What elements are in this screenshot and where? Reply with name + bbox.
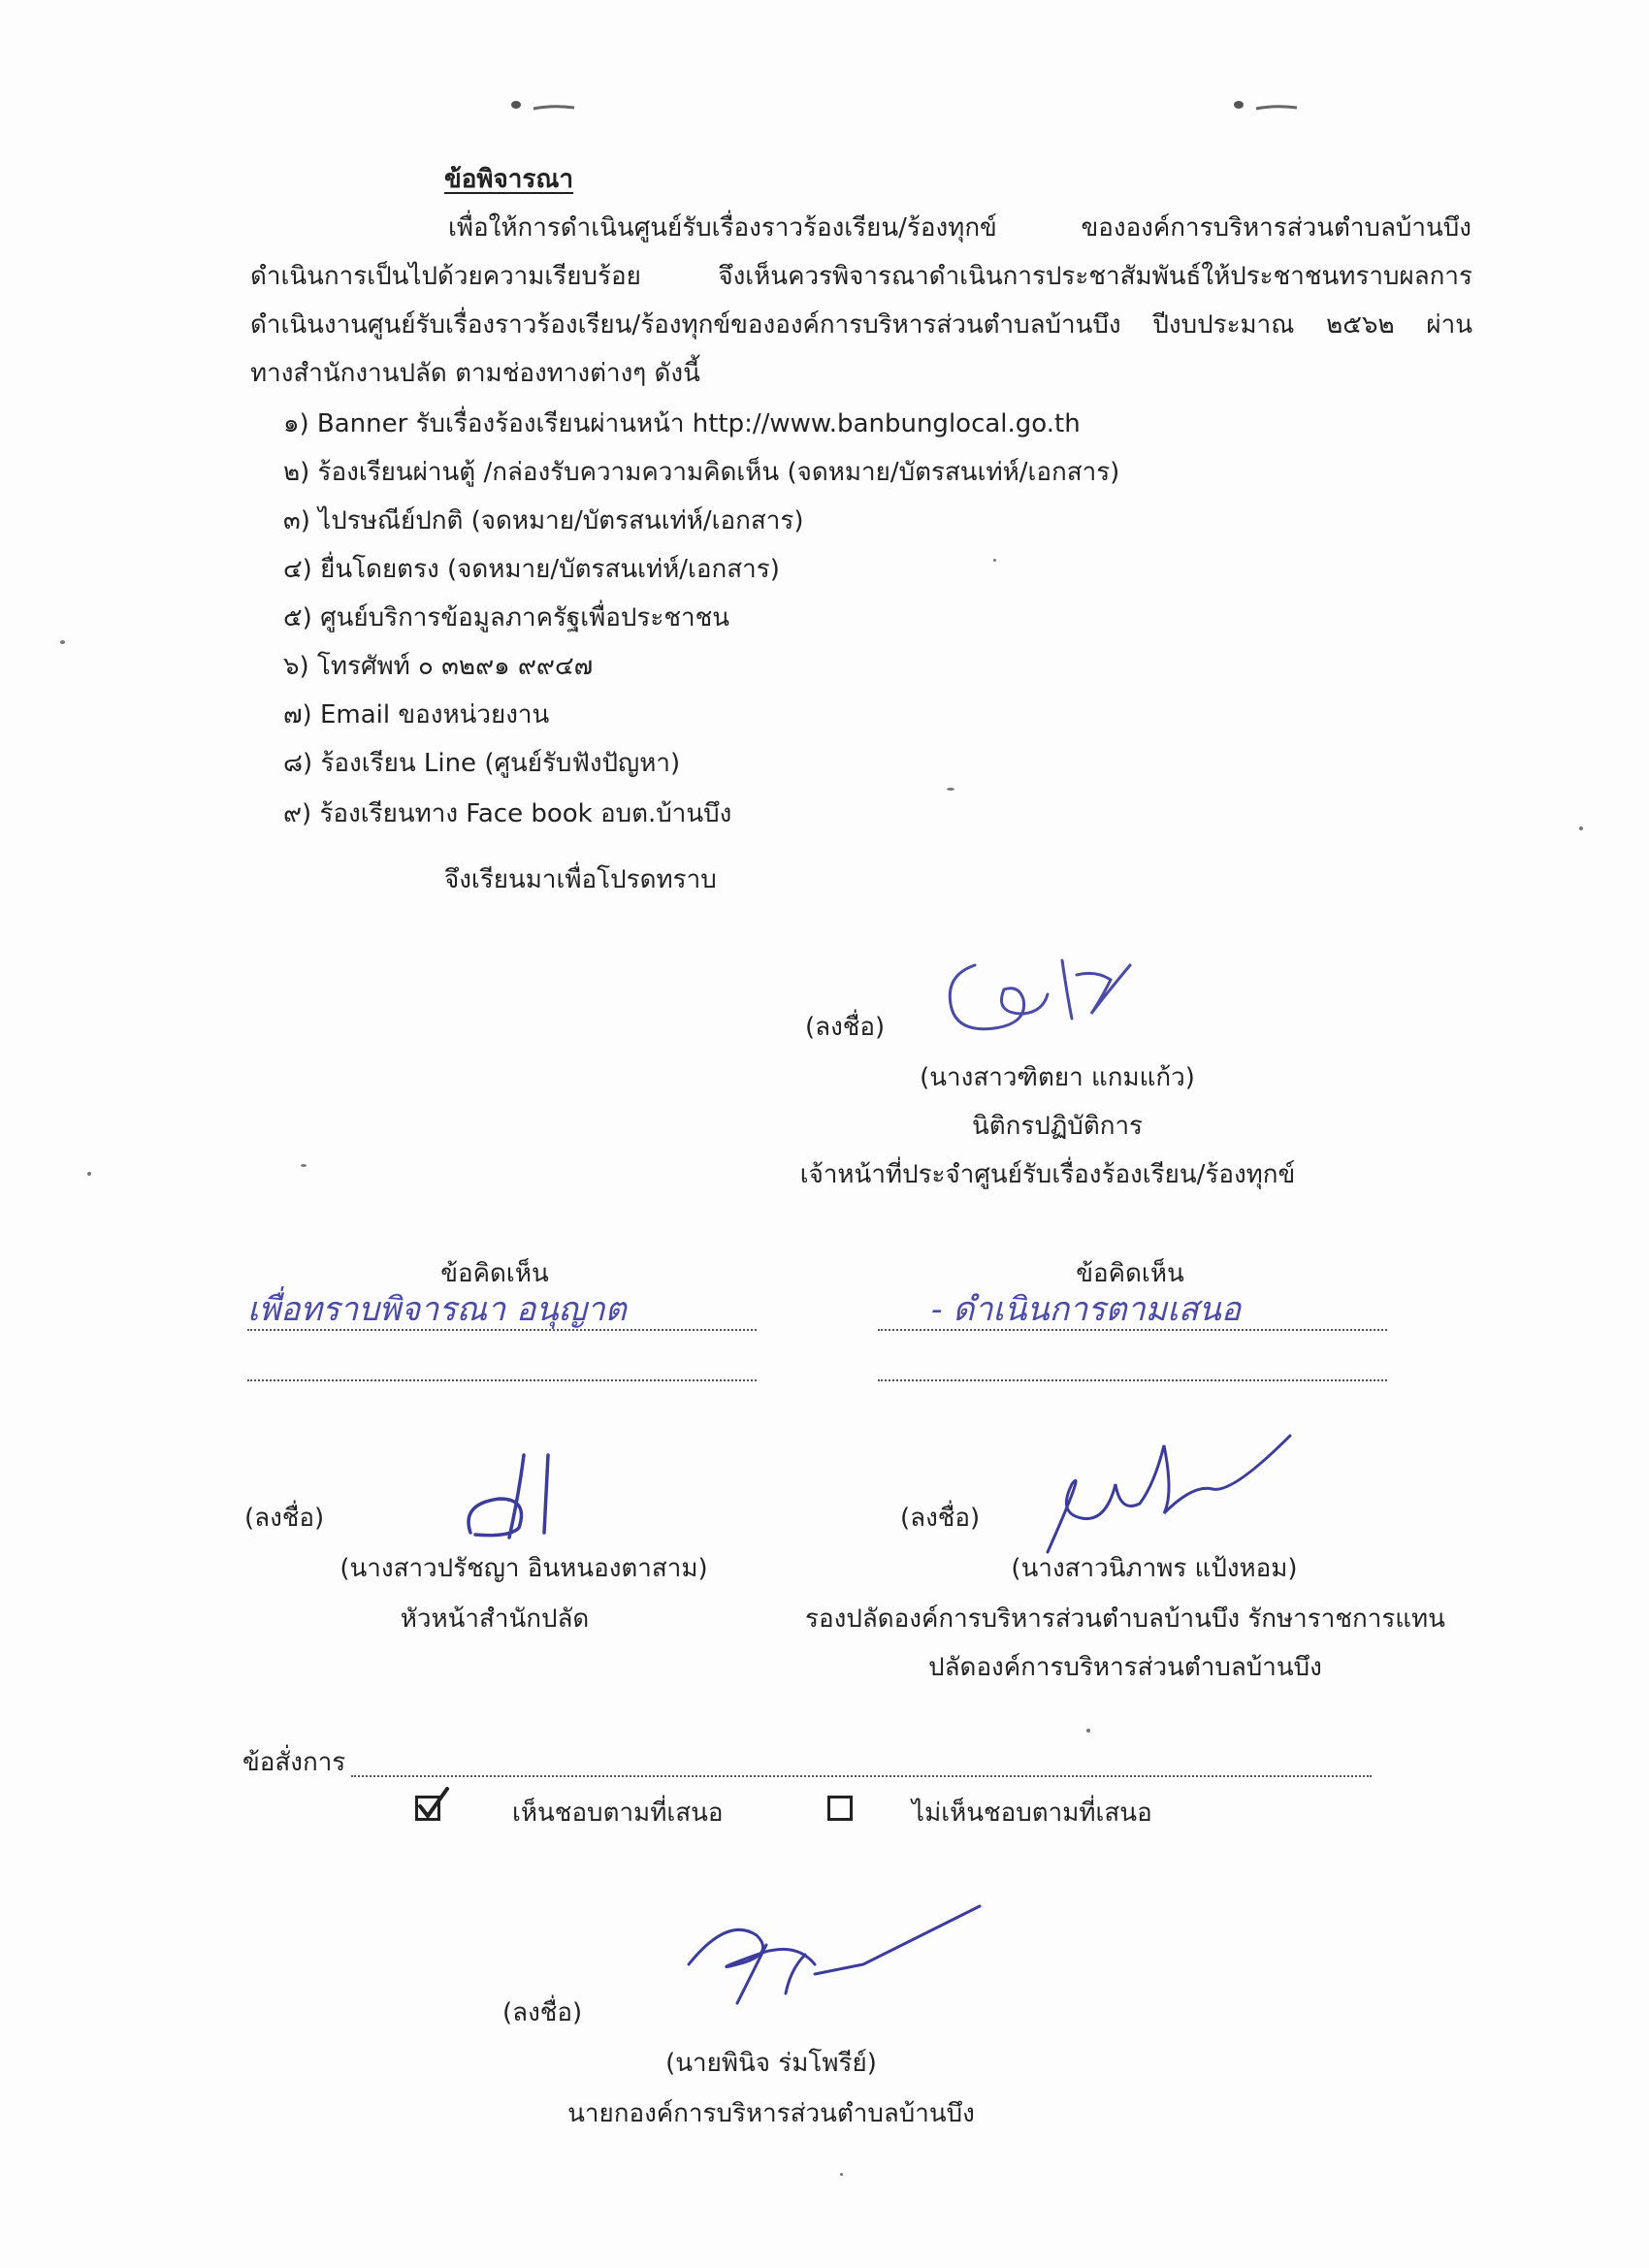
left-opinion-handwritten: เพื่อทราบพิจารณา อนุญาต: [247, 1290, 627, 1329]
right-opinion-line-2: [878, 1379, 1387, 1381]
scan-speck: [60, 640, 65, 644]
scan-speck: [947, 788, 954, 791]
closing-text: จึงเรียนมาเพื่อโปรดทราบ: [444, 865, 717, 894]
channel-item-5: ๕) ศูนย์บริการข้อมูลภาครัฐเพื่อประชาชน: [283, 603, 730, 632]
channel-item-2: ๒) ร้องเรียนผ่านตู้ /กล่องรับความความคิดเห็น (จดหมาย/บัตรสนเท่ห์/เอกสาร): [283, 458, 1120, 487]
scan-speck: [87, 1172, 91, 1176]
left-signature: [451, 1445, 587, 1552]
channel-item-8: ๘) ร้องเรียน Line (ศูนย์รับฟังปัญหา): [283, 749, 681, 778]
left-sign-label: (ลงชื่อ): [244, 1504, 325, 1533]
scan-speck: [840, 2173, 843, 2176]
officer-role: เจ้าหน้าที่ประจำศูนย์รับเรื่องร้องเรียน/ร้องทุกข์: [799, 1160, 1296, 1189]
mayor-sign-label: (ลงชื่อ): [502, 1998, 583, 2027]
right-sign-label: (ลงชื่อ): [900, 1504, 981, 1533]
reject-checkbox[interactable]: [827, 1796, 853, 1821]
channel-item-1: ๑) Banner รับเรื่องร้องเรียนผ่านหน้า http://www.banbunglocal.go.th: [283, 409, 1081, 438]
mayor-signature: [669, 1896, 989, 2013]
officer-sign-label: (ลงชื่อ): [805, 1013, 886, 1042]
right-signer-position-1: รองปลัดองค์การบริหารส่วนตำบลบ้านบึง รักษาราชการแทน: [805, 1604, 1445, 1634]
left-opinion-line-2: [247, 1379, 757, 1381]
right-signature: [1028, 1426, 1300, 1562]
check-mark-icon: [412, 1785, 451, 1824]
channel-item-9: ๙) ร้องเรียนทาง Face book อบต.บ้านบึง: [283, 799, 732, 828]
punch-mark-right: [1227, 97, 1305, 116]
officer-signature: [936, 946, 1140, 1053]
right-opinion-title: ข้อคิดเห็น: [1076, 1259, 1184, 1288]
right-signer-name: (นางสาวนิภาพร แป้งหอม): [1011, 1554, 1298, 1583]
approve-label: เห็นชอบตามที่เสนอ: [512, 1798, 724, 1828]
officer-name: (นางสาวฑิตยา แกมแก้ว): [920, 1063, 1195, 1092]
mayor-name: (นายพินิจ ร่มโพรีย์): [665, 2049, 877, 2078]
left-signer-position: หัวหน้าสำนักปลัด: [400, 1604, 590, 1634]
punch-mark-left: [504, 97, 582, 116]
channel-item-3: ๓) ไปรษณีย์ปกติ (จดหมาย/บัตรสนเท่ห์/เอกสาร): [283, 506, 804, 535]
order-line: [351, 1775, 1372, 1777]
mayor-position: นายกองค์การบริหารส่วนตำบลบ้านบึง: [567, 2099, 975, 2128]
scan-speck: [1086, 1729, 1090, 1733]
channel-item-4: ๔) ยื่นโดยตรง (จดหมาย/บัตรสนเท่ห์/เอกสาร): [283, 555, 780, 584]
order-label: ข้อสั่งการ: [242, 1748, 346, 1777]
scan-speck: [1579, 826, 1583, 830]
scan-speck: [993, 559, 996, 562]
right-opinion-line-1: [878, 1329, 1387, 1331]
scan-speck: [301, 1164, 307, 1167]
para-line-2: ดำเนินการเป็นไปด้วยความเรียบร้อย จึงเห็นควรพิจารณาดำเนินการประชาสัมพันธ์ให้ประชาชนทราบผลการ: [250, 262, 1472, 291]
channel-item-6: ๖) โทรศัพท์ ๐ ๓๒๙๑ ๙๙๔๗: [283, 652, 594, 681]
left-opinion-line-1: [247, 1329, 757, 1331]
para-line-3: ดำเนินงานศูนย์รับเรื่องราวร้องเรียน/ร้องทุกข์ขององค์การบริหารส่วนตำบลบ้านบึง ปีงบประมาณ ๒๕๖๒ ผ่าน: [250, 310, 1472, 340]
para-line-4: ทางสำนักงานปลัด ตามช่องทางต่างๆ ดังนี้: [250, 359, 700, 388]
left-signer-name: (นางสาวปรัชญา อินหนองตาสาม): [340, 1554, 708, 1583]
officer-position: นิติกรปฏิบัติการ: [971, 1112, 1144, 1141]
reject-label: ไม่เห็นชอบตามที่เสนอ: [912, 1798, 1152, 1828]
left-opinion-title: ข้อคิดเห็น: [440, 1259, 549, 1288]
right-signer-position-2: ปลัดองค์การบริหารส่วนตำบลบ้านบึง: [928, 1653, 1322, 1682]
para-line-1: เพื่อให้การดำเนินศูนย์รับเรื่องราวร้องเรียน/ร้องทุกข์ ขององค์การบริหารส่วนตำบลบ้านบึง: [448, 213, 1471, 243]
considerations-heading: ข้อพิจารณา: [444, 165, 574, 194]
channel-item-7: ๗) Email ของหน่วยงาน: [283, 700, 550, 729]
right-opinion-handwritten: - ดำเนินการตามเสนอ: [931, 1290, 1242, 1329]
